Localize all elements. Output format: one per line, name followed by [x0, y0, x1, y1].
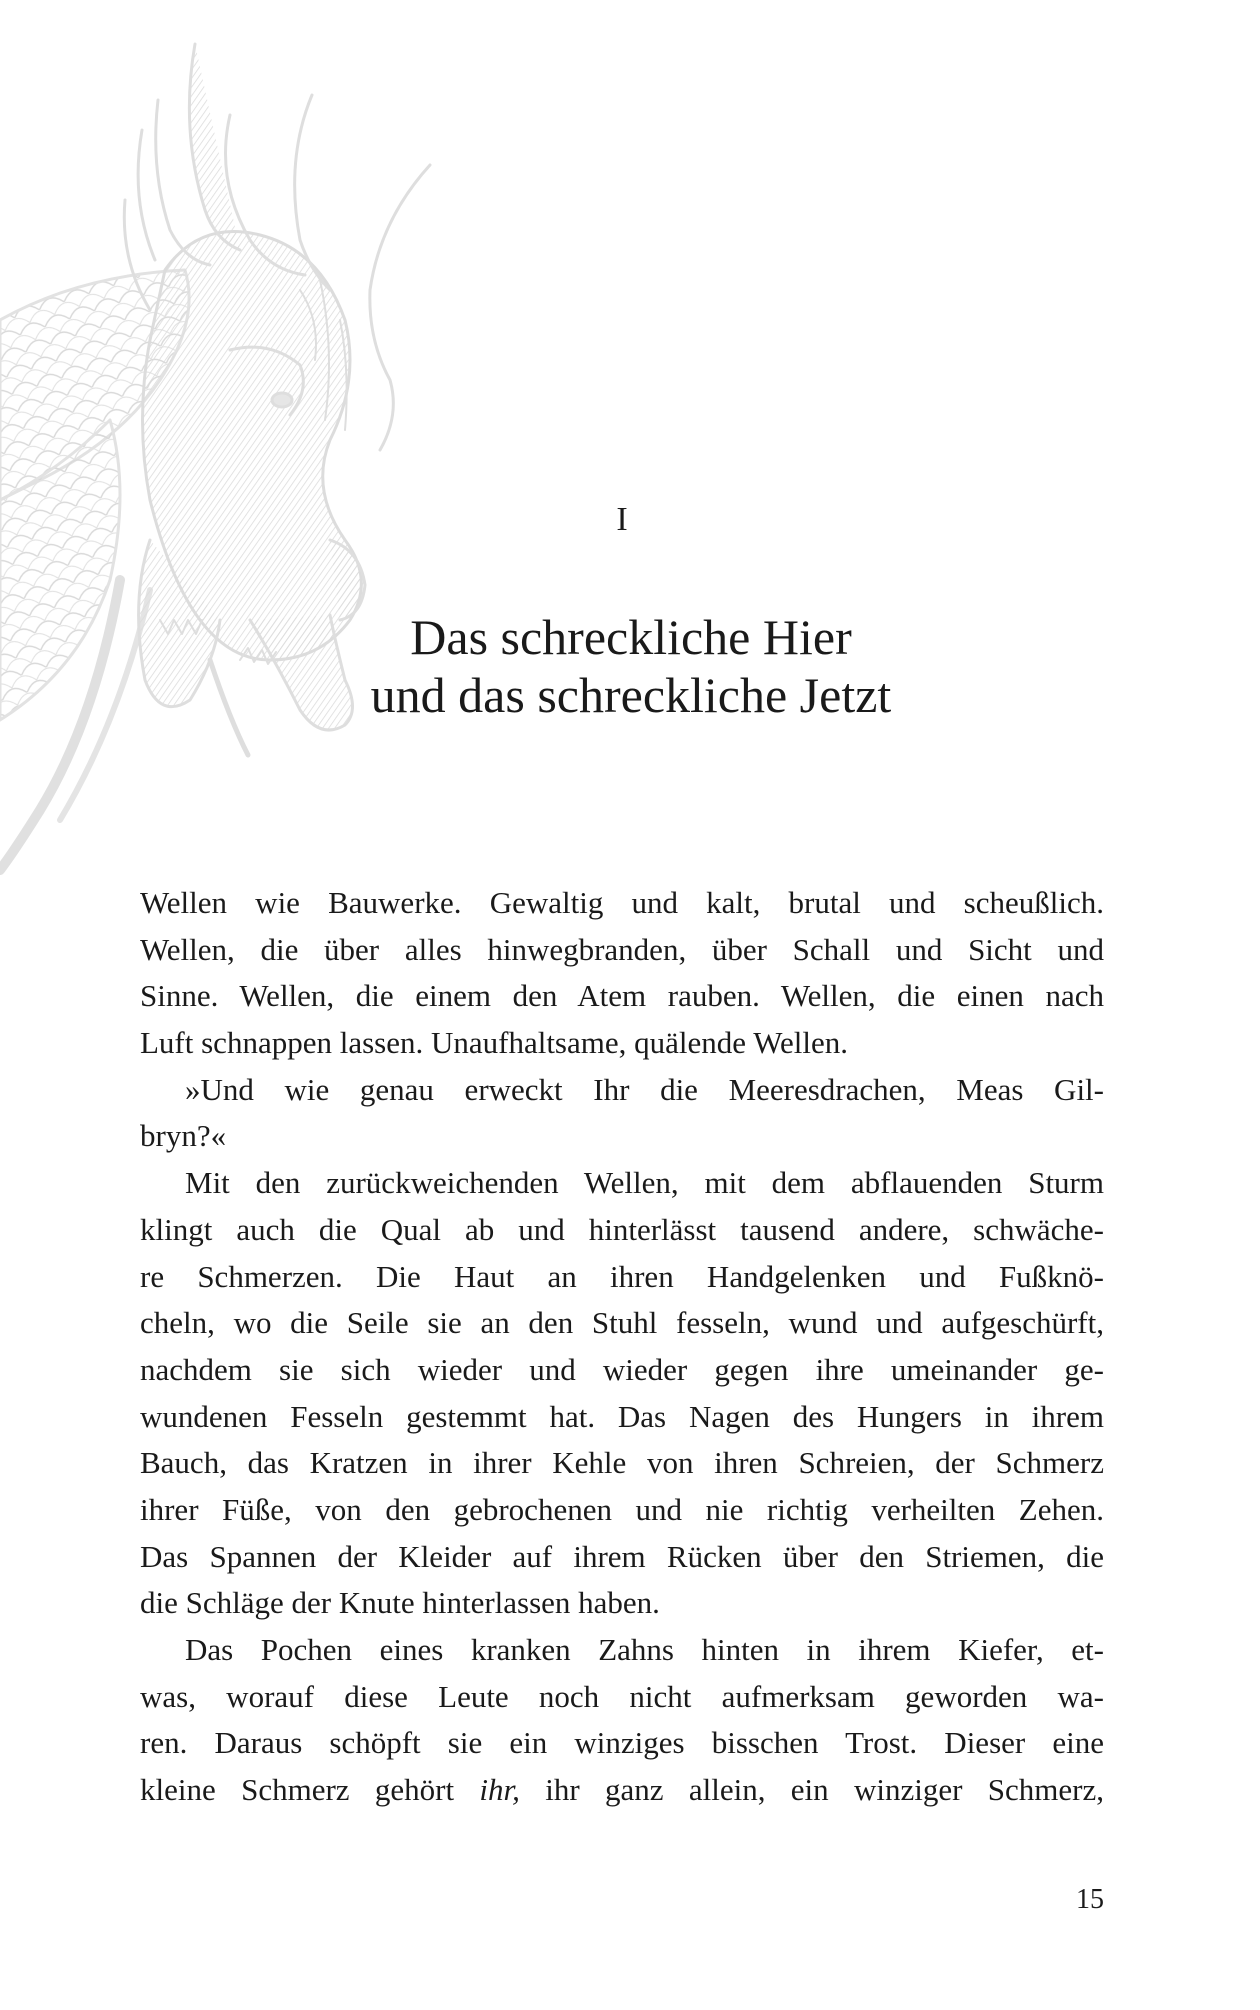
emphasized-word: ihr, — [479, 1772, 520, 1808]
page-number: 15 — [1076, 1884, 1104, 1915]
paragraph-2 — [140, 1067, 1104, 1160]
body-text — [140, 880, 1104, 1814]
text-line: Wellen, die über alles hinwegbranden, über Schall und Sicht und — [140, 931, 1104, 967]
text-line: re Schmerzen. Die Haut an ihren Handgelenken und Fußknö- — [140, 1258, 1104, 1294]
text-line: Wellen wie Bauwerke. Gewaltig und kalt, brutal und scheußlich. — [140, 885, 1104, 920]
text-line: Das Spannen der Kleider auf ihrem Rücken über den Striemen, die — [140, 1538, 1104, 1574]
paragraph-3 — [140, 1160, 1104, 1627]
text-line: bryn?« — [140, 1118, 227, 1154]
text-line: ren. Daraus schöpft sie ein winziges bisschen Trost. Dieser eine — [140, 1725, 1104, 1761]
text-run: kleine Schmerz gehört — [140, 1772, 480, 1808]
paragraph-4 — [140, 1627, 1104, 1814]
text-run: ihr ganz allein, ein winziger Schmerz, — [519, 1772, 1104, 1808]
text-line: Das Pochen eines kranken Zahns hinten in ihrem Kiefer, et- — [185, 1632, 1104, 1667]
chapter-title — [0, 608, 1260, 724]
dragon-illustration — [0, 20, 460, 880]
text-line: Mit den zurückweichenden Wellen, mit dem abflauenden Sturm — [185, 1165, 1104, 1201]
text-line: Luft schnappen lassen. Unaufhaltsame, quälende Wellen. — [140, 1025, 848, 1061]
text-line: die Schläge der Knute hinterlassen haben. — [140, 1585, 660, 1621]
text-line: ihrer Füße, von den gebrochenen und nie richtig verheilten Zehen. — [140, 1491, 1104, 1527]
text-line: nachdem sie sich wieder und wieder gegen ihre umeinander ge- — [140, 1351, 1104, 1387]
chapter-number: I — [616, 501, 628, 538]
chapter-title-line-1: Das schreckliche Hier — [410, 609, 852, 665]
text-line: klingt auch die Qual ab und hinterlässt tausend andere, schwäche- — [140, 1211, 1104, 1247]
text-line: cheln, wo die Seile sie an den Stuhl fesseln, wund und aufgeschürft, — [140, 1305, 1104, 1341]
chapter-title-line-2: und das schreckliche Jetzt — [370, 667, 892, 723]
paragraph-1 — [140, 880, 1104, 1067]
text-line: Sinne. Wellen, die einem den Atem rauben. Wellen, die einen nach — [140, 978, 1104, 1014]
text-line: was, worauf diese Leute noch nicht aufmerksam geworden wa- — [140, 1678, 1104, 1714]
text-line: Bauch, das Kratzen in ihrer Kehle von ihren Schreien, der Schmerz — [140, 1445, 1104, 1481]
text-line: wundenen Fesseln gestemmt hat. Das Nagen des Hungers in ihrem — [140, 1398, 1104, 1434]
dragon-engraving-icon — [0, 20, 460, 880]
text-line: »Und wie genau erweckt Ihr die Meeresdrachen, Meas Gil- — [185, 1071, 1104, 1107]
text-line-with-emphasis — [140, 1767, 1104, 1814]
